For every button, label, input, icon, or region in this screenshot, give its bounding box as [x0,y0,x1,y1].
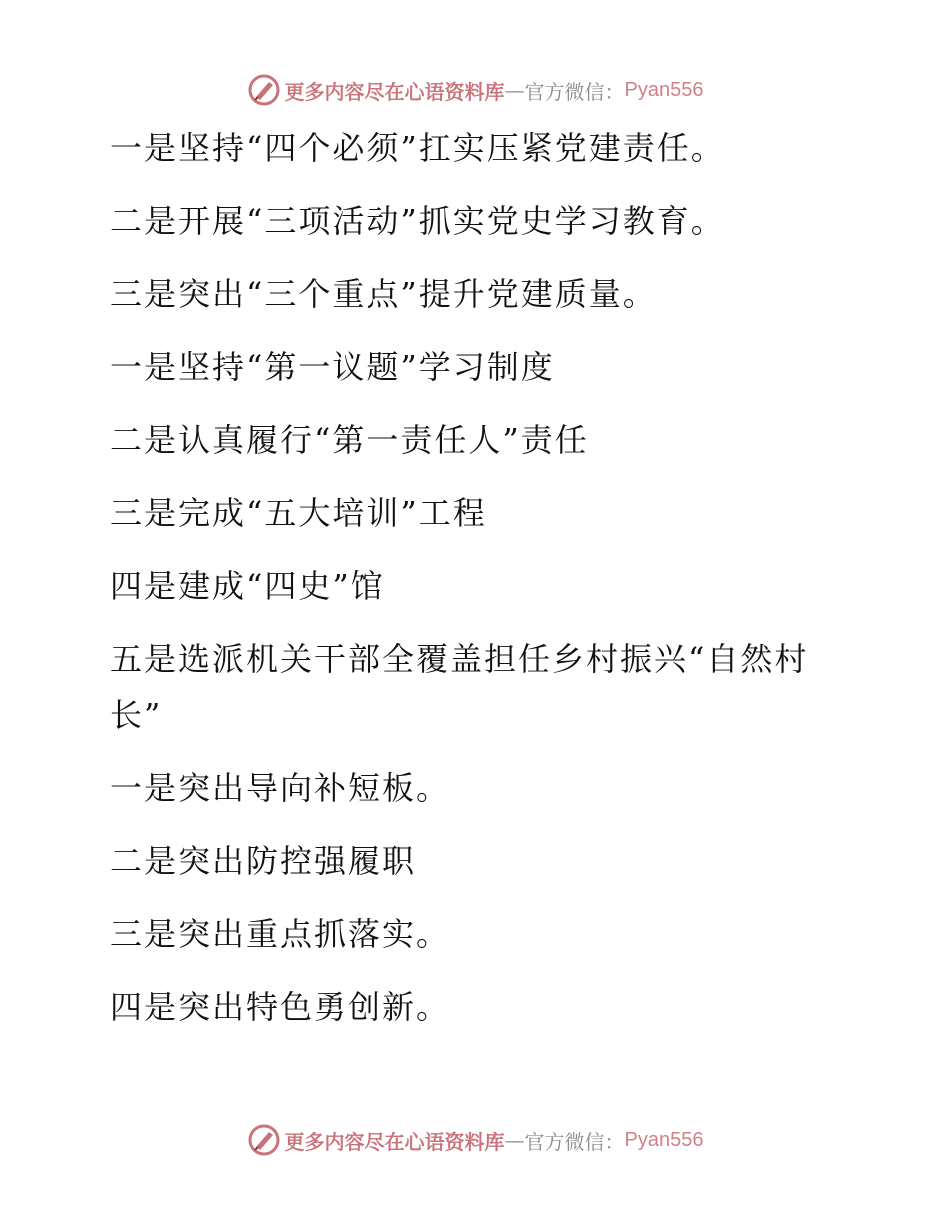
watermark-main-text: 更多内容尽在心语资料库 [284,1129,505,1154]
document-line: 三是突出重点抓落实。 [110,915,451,953]
watermark-sub-text: 官方微信： [524,1129,625,1154]
document-line: 一是突出导向补短板。 [110,769,451,807]
watermark-main-text: 更多内容尽在心语资料库 [284,79,505,104]
watermark-wechat-id: Pyan556 [624,78,704,101]
quill-circle-icon [247,73,281,107]
document-line: 二是认真履行“第一责任人”责任 [110,421,589,459]
document-line: 二是突出防控强履职 [110,842,417,880]
document-line: 二是开展“三项活动”抓实党史学习教育。 [110,202,725,240]
watermark-separator: — [504,1128,525,1152]
document-line: 五是选派机关干部全覆盖担任乡村振兴“自然村长” [110,640,809,734]
document-line: 一是坚持“第一议题”学习制度 [110,348,555,386]
document-line: 四是建成“四史”馆 [110,567,385,605]
watermark-wechat-id: Pyan556 [624,1128,704,1151]
document-line: 一是坚持“四个必须”扛实压紧党建责任。 [110,129,725,167]
document-body [98,120,858,1052]
watermark-separator: — [504,78,525,102]
document-line: 三是突出“三个重点”提升党建质量。 [110,275,657,313]
quill-circle-icon [247,1123,281,1157]
header-watermark [0,70,950,110]
document-line: 三是完成“五大培训”工程 [110,494,487,532]
footer-watermark [0,1120,950,1160]
watermark-sub-text: 官方微信： [524,79,625,104]
document-line: 四是突出特色勇创新。 [110,988,451,1026]
